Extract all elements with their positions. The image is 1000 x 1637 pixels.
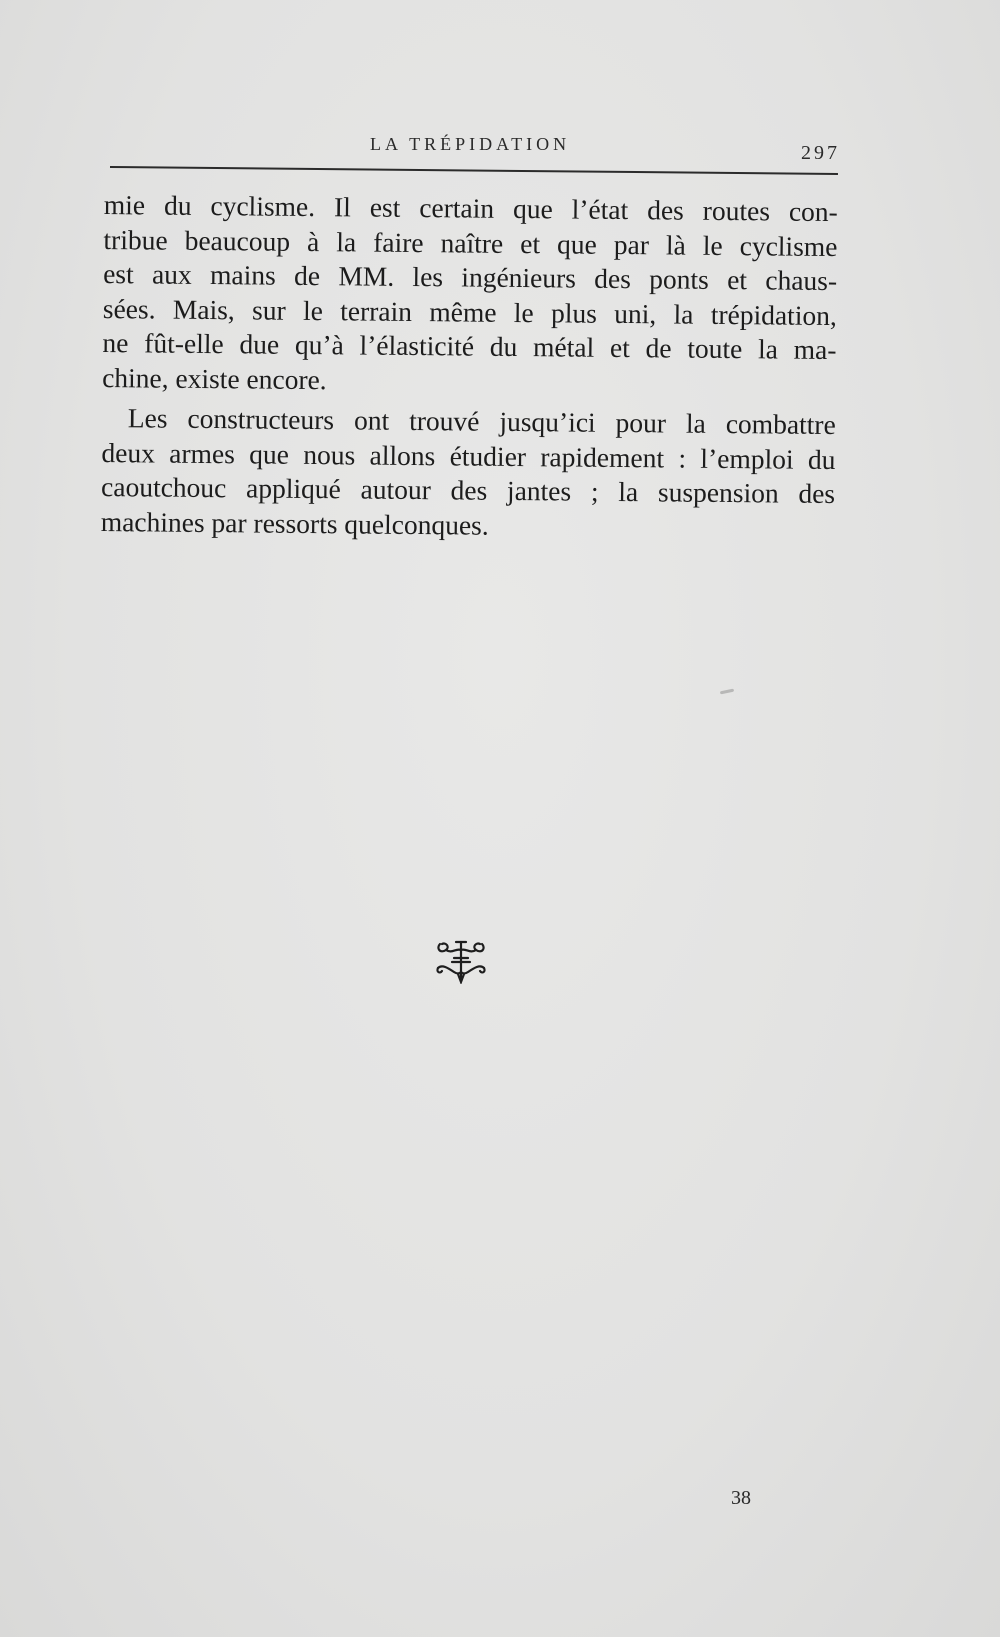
text-line: sées. Mais, sur le terrain même le plus uni, la trépidation,	[102, 292, 837, 331]
text-line: chine, existe encore.	[102, 361, 327, 395]
page-number: 297	[801, 142, 840, 164]
text-line: Les constructeurs ont trouvé jusqu’ici pour la combattre	[127, 402, 836, 441]
text-line: ne fût-elle due qu’à l’élasticité du métal et de toute la ma-	[102, 326, 837, 366]
text-line: tribue beaucoup à la faire naître et que par là le cyclisme	[103, 223, 838, 262]
text-line: mie du cyclisme. Il est certain que l’état des routes con-	[103, 188, 838, 228]
text-line: deux armes que nous allons étudier rapidement : l’emploi du	[101, 436, 836, 475]
paragraph-1	[102, 188, 838, 402]
header-rule	[110, 166, 838, 175]
text-line: est aux mains de MM. les ingénieurs des ponts et chaus-	[103, 257, 838, 297]
fleuron-ornament-icon	[434, 938, 488, 984]
text-line: machines par ressorts quelconques.	[100, 505, 489, 541]
paragraph-2	[101, 401, 836, 546]
signature-mark: 38	[731, 1487, 751, 1509]
paper-speck	[720, 689, 734, 695]
text-line: caoutchouc appliqué autour des jantes ; la suspension des	[100, 470, 836, 510]
running-head	[110, 134, 840, 164]
body-text	[101, 188, 838, 546]
running-head-title: LA TRÉPIDATION	[370, 134, 571, 154]
